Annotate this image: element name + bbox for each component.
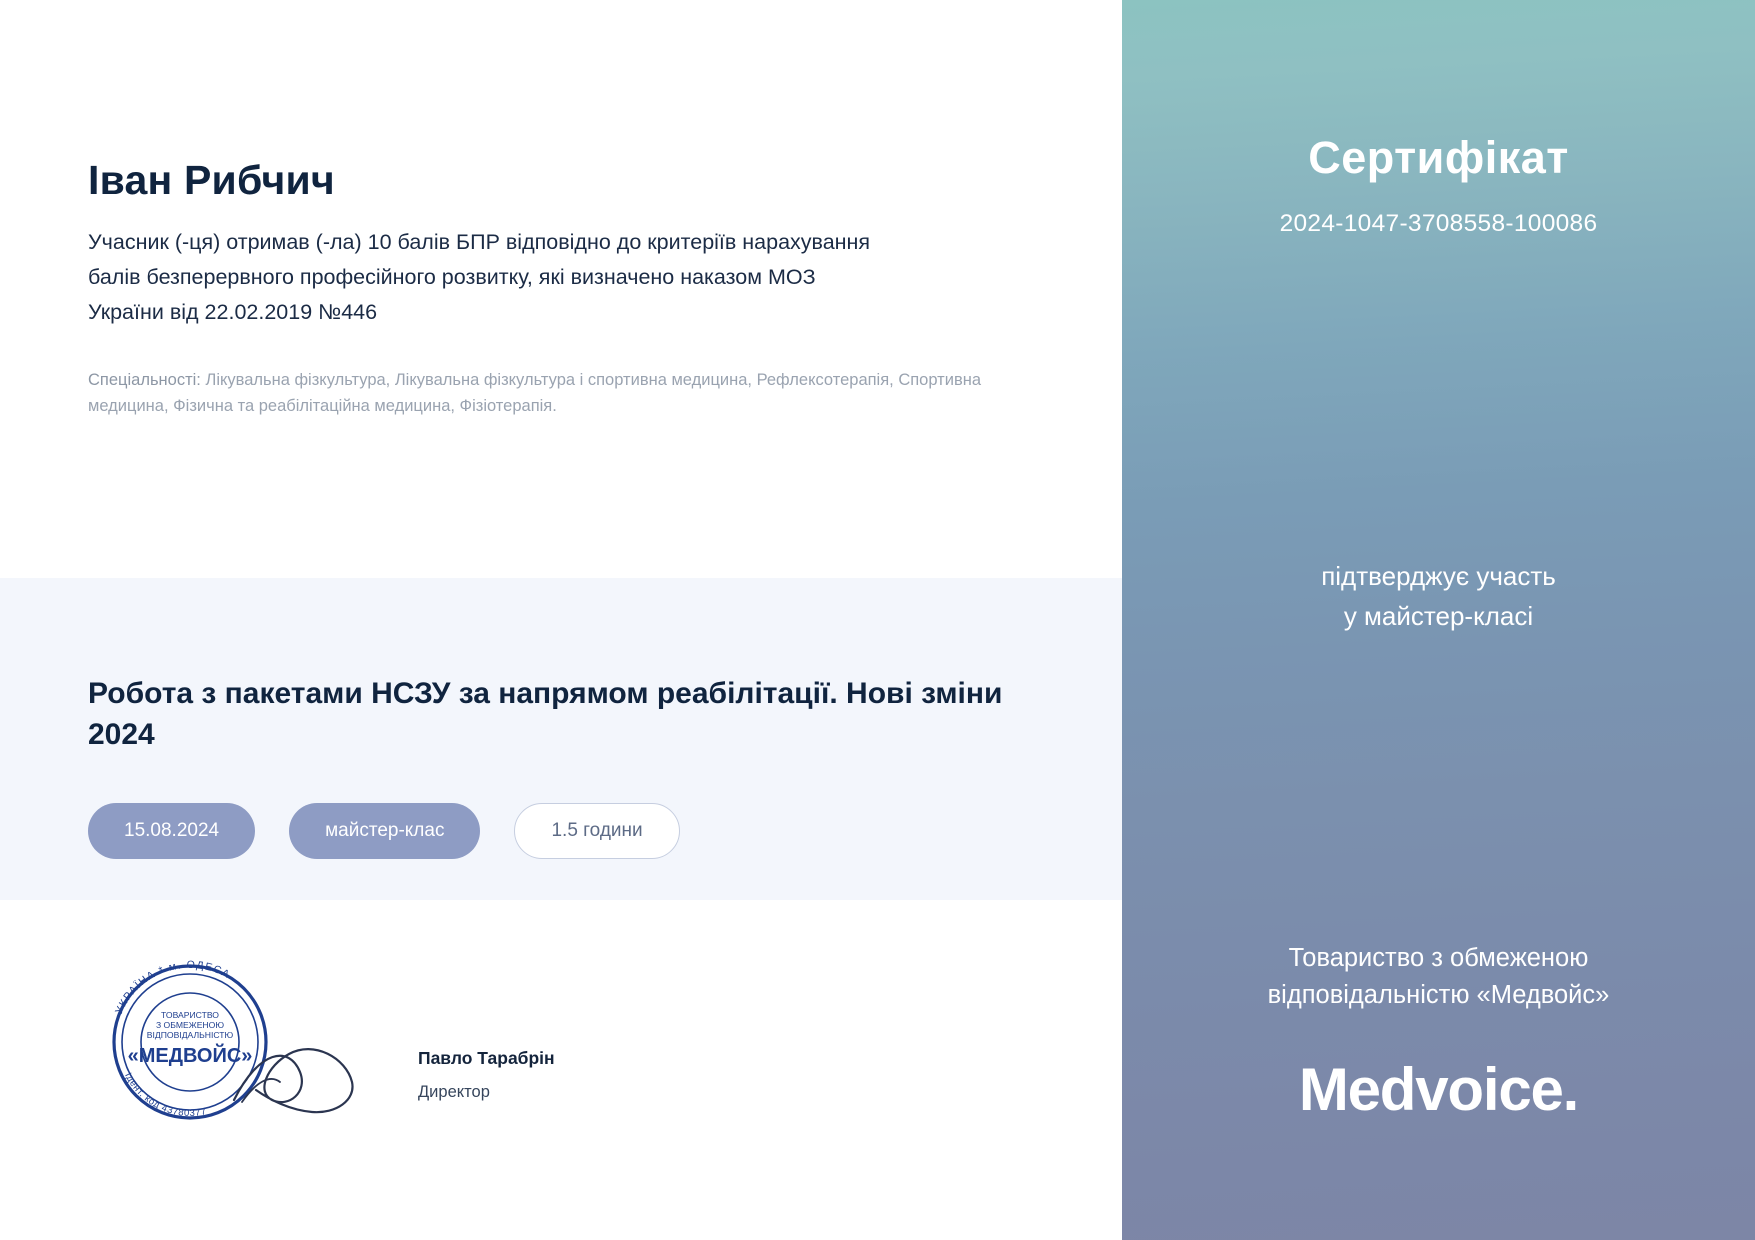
chip-date: 15.08.2024 bbox=[88, 803, 255, 859]
svg-text:З ОБМЕЖЕНОЮ: З ОБМЕЖЕНОЮ bbox=[155, 1020, 225, 1030]
organization-name bbox=[1122, 940, 1755, 1014]
specialties-block bbox=[88, 368, 1018, 419]
chip-duration: 1.5 години bbox=[514, 803, 679, 859]
official-stamp-icon bbox=[84, 950, 360, 1126]
svg-text:ТОВАРИСТВО: ТОВАРИСТВО bbox=[161, 1010, 219, 1020]
certificate-right-panel bbox=[1122, 0, 1755, 1240]
chip-format: майстер-клас bbox=[289, 803, 480, 859]
specialties-value: Лікувальна фізкультура, Лікувальна фізкультура і спортивна медицина, Рефлексотерапія, Спортивна медицина, Фізична та реабілітаційна медицина, Фізіотерапія. bbox=[88, 371, 981, 415]
confirmation-text bbox=[1122, 557, 1755, 636]
specialties-label: Спеціальності: bbox=[88, 371, 201, 389]
organization-line-2: відповідальністю «Медвойс» bbox=[1267, 981, 1610, 1010]
certificate-title: Сертифікат bbox=[1308, 132, 1569, 183]
svg-text:ВІДПОВІДАЛЬНІСТЮ: ВІДПОВІДАЛЬНІСТЮ bbox=[146, 1030, 234, 1040]
confirmation-line-2: у майстер-класі bbox=[1343, 600, 1534, 631]
svg-text:Ідент. код 43780377: Ідент. код 43780377 bbox=[122, 1071, 208, 1120]
recipient-description: Учасник (-ця) отримав (-ла) 10 балів БПР відповідно до критеріїв нарахування балів безперервного професійного розвитку, які визначено наказом МОЗ України від 22.02.2019 №446 bbox=[88, 230, 871, 324]
confirmation-line-1: підтверджує участь bbox=[1321, 561, 1556, 591]
certificate-number: 2024-1047-3708558-100086 bbox=[1279, 210, 1598, 237]
signer-role: Директор bbox=[418, 1083, 490, 1101]
signer-block bbox=[418, 1048, 555, 1102]
event-chips bbox=[88, 803, 680, 859]
event-band bbox=[0, 578, 1122, 900]
signature-area bbox=[0, 960, 1122, 1200]
organization-line-1: Товариство з обмеженою bbox=[1288, 944, 1589, 972]
recipient-name: Іван Рибчич bbox=[88, 157, 335, 203]
svg-text:«МЕДВОЙС»: «МЕДВОЙС» bbox=[127, 1045, 253, 1067]
event-title: Робота з пакетами НСЗУ за напрямом реабілітації. Нові зміни 2024 bbox=[88, 677, 1003, 751]
recipient-block bbox=[88, 158, 988, 330]
brand-logo: Medvoice. bbox=[1298, 1056, 1579, 1123]
svg-text:УКРАЇНА * м. ОДЕСА: УКРАЇНА * м. ОДЕСА bbox=[112, 958, 233, 1017]
signer-name: Павло Тарабрін bbox=[418, 1048, 555, 1068]
